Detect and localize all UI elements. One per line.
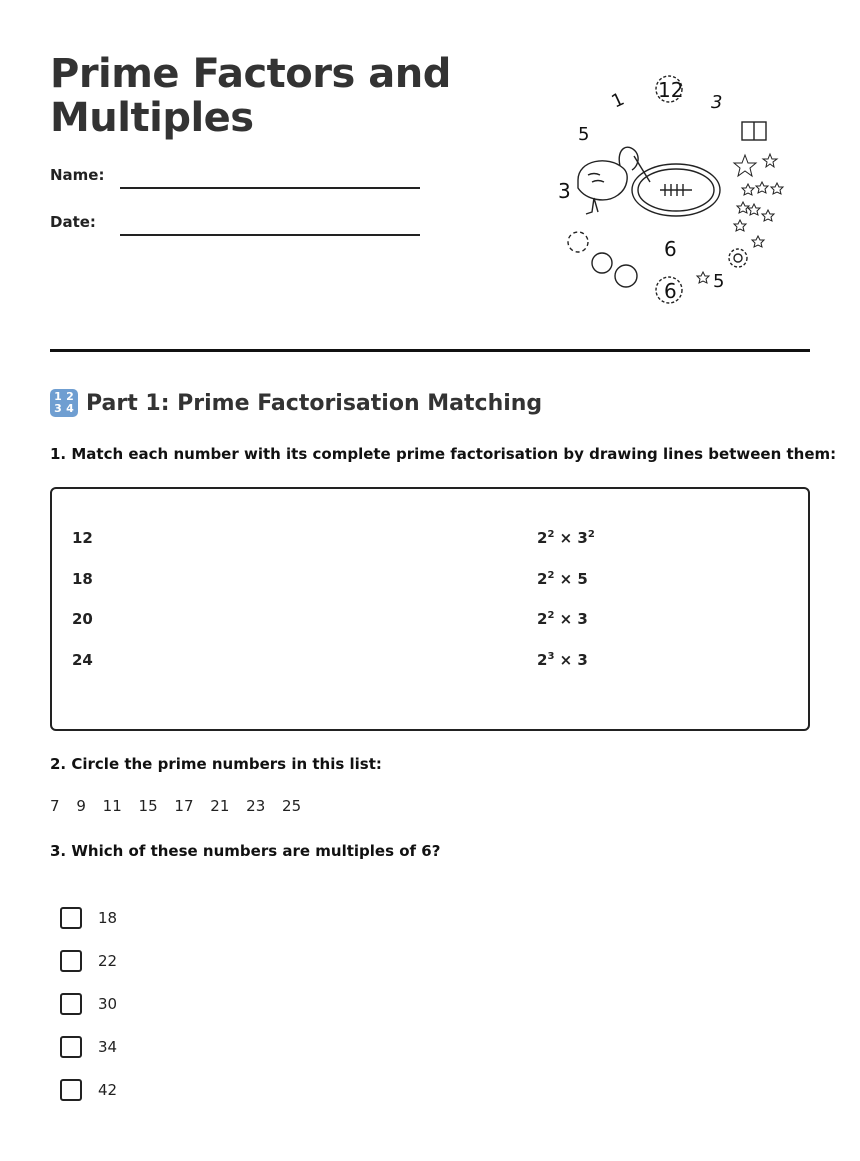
date-label: Date: — [50, 213, 96, 231]
list-item[interactable]: 9 — [76, 797, 86, 815]
dashed-circle-left-icon — [568, 232, 588, 252]
part1-heading-text: Part 1: Prime Factorisation Matching — [86, 390, 543, 416]
list-item[interactable]: 15 — [138, 797, 158, 815]
list-item[interactable]: 23 — [246, 797, 266, 815]
match-right-item[interactable]: $2^2 \times 5$ — [537, 570, 588, 588]
illus-number-5-left: 5 — [578, 124, 590, 145]
illus-number-3-left: 3 — [558, 179, 571, 203]
rugby-ball-icon — [632, 164, 720, 216]
circle-icon — [592, 253, 612, 273]
option-label: 42 — [98, 1081, 118, 1099]
list-item[interactable]: 11 — [102, 797, 122, 815]
matching-box — [50, 487, 810, 731]
dashed-circle-right-icon — [729, 249, 747, 267]
match-right-item[interactable]: $2^3 \times 3$ — [537, 651, 588, 669]
illus-number-6-mid: 6 — [664, 237, 677, 261]
option-42[interactable] — [60, 1079, 117, 1101]
checkbox[interactable] — [60, 1079, 82, 1101]
option-label: 18 — [98, 909, 118, 927]
name-label: Name: — [50, 166, 105, 184]
circle-icon — [615, 265, 637, 287]
question-1: 1. Match each number with its complete prime factorisation by drawing lines between them: — [50, 445, 837, 463]
option-18[interactable] — [60, 907, 117, 929]
checkbox[interactable] — [60, 993, 82, 1015]
option-label: 30 — [98, 995, 118, 1013]
numbers-icon: 1 2 3 4 — [50, 389, 78, 417]
illus-number-3-top: 3 — [711, 92, 723, 113]
option-label: 22 — [98, 952, 118, 970]
match-left-item[interactable]: 20 — [72, 610, 93, 628]
prime-number-list — [50, 797, 313, 815]
question-3: 3. Which of these numbers are multiples of 6? — [50, 842, 441, 860]
option-30[interactable] — [60, 993, 117, 1015]
option-22[interactable] — [60, 950, 117, 972]
date-line[interactable] — [120, 234, 420, 236]
illus-number-12: 12 — [658, 78, 684, 102]
kiwi-rugby-illustration — [548, 70, 798, 310]
match-right-item[interactable]: $2^2 \times 3$ — [537, 610, 588, 628]
match-left-item[interactable]: 18 — [72, 570, 93, 588]
illus-number-5-right: 5 — [713, 271, 725, 292]
match-left-item[interactable]: 12 — [72, 529, 93, 547]
checkbox[interactable] — [60, 1036, 82, 1058]
title-line-1: Prime Factors and — [50, 51, 451, 97]
question-2: 2. Circle the prime numbers in this list: — [50, 755, 382, 773]
checkbox[interactable] — [60, 907, 82, 929]
option-34[interactable] — [60, 1036, 117, 1058]
match-left-item[interactable]: 24 — [72, 651, 93, 669]
title-line-2: Multiples — [50, 95, 254, 141]
list-item[interactable]: 7 — [50, 797, 60, 815]
part1-heading — [50, 389, 542, 417]
illus-number-1: 1 — [608, 88, 628, 113]
list-item[interactable]: 21 — [210, 797, 230, 815]
worksheet-title — [50, 52, 470, 140]
section-divider — [50, 349, 810, 352]
name-line[interactable] — [120, 187, 420, 189]
list-item[interactable]: 17 — [174, 797, 194, 815]
illus-number-6-bottom: 6 — [664, 279, 677, 303]
option-label: 34 — [98, 1038, 118, 1056]
checkbox[interactable] — [60, 950, 82, 972]
match-right-item[interactable]: $2^2 \times 3^2$ — [537, 529, 595, 547]
list-item[interactable]: 25 — [282, 797, 302, 815]
